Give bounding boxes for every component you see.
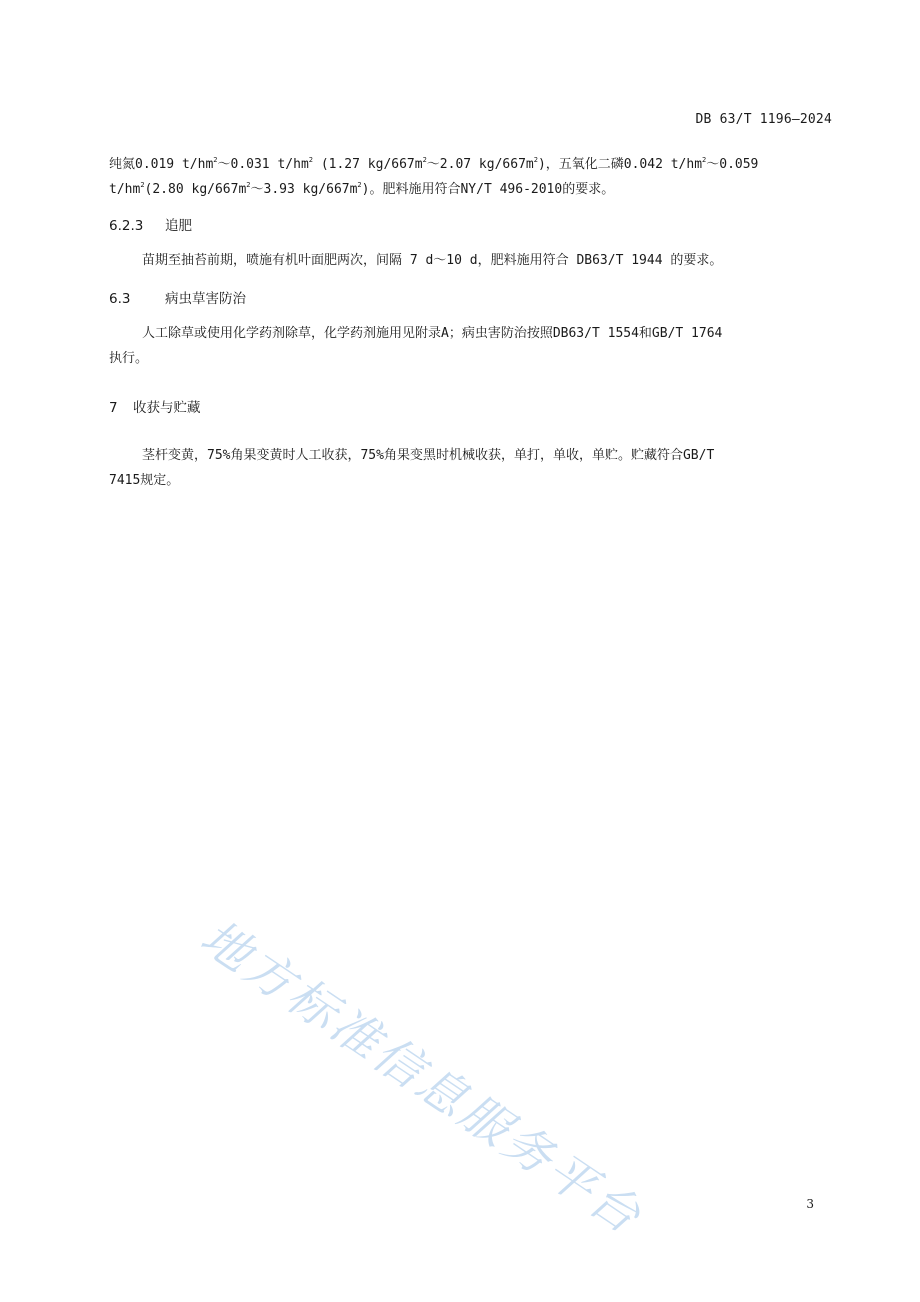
text-run: 纯氮0.019 t/hm — [109, 157, 214, 172]
superscript: 2 — [213, 156, 218, 164]
section-6-3-text-line-2: 执行。 — [109, 351, 149, 366]
section-title: 追肥 — [165, 218, 192, 234]
fertilizer-line-2 — [109, 178, 614, 197]
text-run: (2.80 kg/667m — [144, 182, 247, 197]
section-heading-7 — [109, 396, 201, 416]
watermark: 地方标准信息服务平台 — [190, 909, 653, 1247]
fertilizer-line-1 — [109, 153, 758, 172]
section-heading-6-3 — [109, 287, 246, 307]
section-number: 6.2.3 — [109, 218, 144, 234]
superscript: 2 — [702, 156, 707, 164]
section-7-text-line-2: 7415规定。 — [109, 473, 180, 488]
section-number: 6.3 — [109, 291, 131, 307]
section-heading-6-2-3 — [109, 214, 192, 234]
text-run: ～3.93 kg/667m — [250, 182, 358, 197]
text-run: )，五氧化二磷0.042 t/hm — [537, 157, 703, 172]
section-title: 收获与贮藏 — [133, 400, 201, 416]
standard-code: DB 63/T 1196—2024 — [695, 112, 832, 127]
superscript: 2 — [308, 156, 313, 164]
section-7-text-line-1: 茎杆变黄，75%角果变黄时人工收获，75%角果变黑时机械收获，单打，单收，单贮。贮藏符合GB/T — [142, 448, 715, 463]
superscript: 2 — [422, 156, 427, 164]
text-run: ～0.031 t/hm — [217, 157, 309, 172]
superscript: 2 — [357, 181, 362, 189]
section-title: 病虫草害防治 — [165, 291, 246, 307]
superscript: 2 — [246, 181, 251, 189]
page-number: 3 — [806, 1197, 814, 1211]
text-run: ～0.059 — [706, 157, 759, 172]
section-6-2-3-text: 苗期至抽苔前期，喷施有机叶面肥两次，间隔 7 d～10 d，肥料施用符合 DB63/T 1944 的要求。 — [142, 253, 723, 268]
section-number: 7 — [109, 400, 118, 416]
section-6-3-text-line-1: 人工除草或使用化学药剂除草，化学药剂施用见附录A；病虫害防治按照DB63/T 1554和GB/T 1764 — [142, 326, 723, 341]
superscript: 2 — [533, 156, 538, 164]
superscript: 2 — [140, 181, 145, 189]
text-run: )。肥料施用符合NY/T 496-2010的要求。 — [361, 182, 615, 197]
text-run: (1.27 kg/667m — [313, 157, 423, 172]
text-run: ～2.07 kg/667m — [426, 157, 534, 172]
text-run: t/hm — [109, 182, 141, 197]
